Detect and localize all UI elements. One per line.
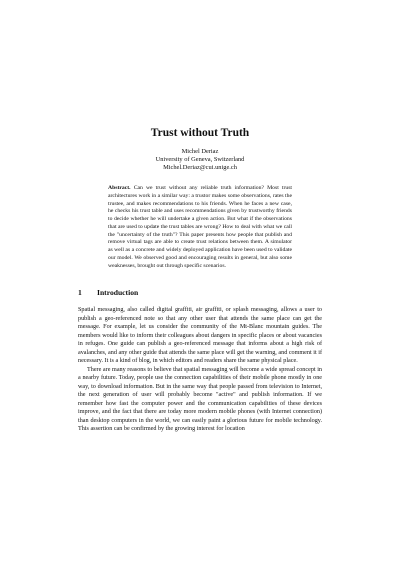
paper-title: Trust without Truth	[150, 127, 250, 139]
author-name: Michel Deriaz	[181, 148, 219, 155]
section-heading	[78, 288, 328, 298]
author-email: Michel.Deriaz@cui.unige.ch	[163, 164, 237, 172]
section-number: 1	[78, 288, 82, 297]
section-title: Introduction	[97, 288, 139, 297]
author-block	[0, 148, 400, 173]
abstract-label: Abstract.	[108, 185, 131, 191]
abstract-text: Can we trust without any reliable truth information? Most trust architectures work in a similar way: a trustor makes some observations, rates the trustee, and makes recommendations to his friends. When he faces a new case, he checks his trust table and uses recommendations given by trustworthy friends to decide whether he will undertake a given action. But what if the observations that are used to update the trust tables are wrong? How to deal with what we call the "uncertainty of the truth"? This paper presents how people that publish and remove virtual tags are able to create trust relations between them. A simulator as well as a concrete and widely deployed application have been used to validate our model. We observed good and encouraging results in general, but also some weaknesses, brought out through specific scenarios.	[108, 185, 292, 269]
section-body	[78, 306, 322, 434]
abstract	[108, 185, 292, 270]
body-paragraph-2: There are many reasons to believe that spatial messaging will become a wide spread concept in a nearby future. Today, people use the connection capabilities of their mobile phone mostly in one way, to download information. But in the same way that people passed from television to Internet, the next generation of user will probably become "active" and publish information. If we remember how fast the computer power and the communication capabilities of these devices improve, and the fact that there are today more modern mobile phones (with Internet connection) than desktop computers in the world, we can easily paint a glorious future for mobile technology. This assertion can be confirmed by the growing interest for location	[78, 366, 322, 432]
body-paragraph-1: Spatial messaging, also called digital graffiti, air graffiti, or splash messaging, allows a user to publish a geo-referenced note so that any other user that attends the same place can get the message. For example, let us consider the community of the Mt-Blanc mountain guides. The members would like to inform their colleagues about dangers in specific places or about vacancies in refuges. One guide can publish a geo-referenced message that informs about a high risk of avalanches, and any other guide that attends the same place will get the warning, and comment it if necessary. It is a kind of blog, in which editors and readers share the same physical place.	[78, 307, 322, 364]
author-affiliation: University of Geneva, Switzerland	[155, 156, 245, 164]
